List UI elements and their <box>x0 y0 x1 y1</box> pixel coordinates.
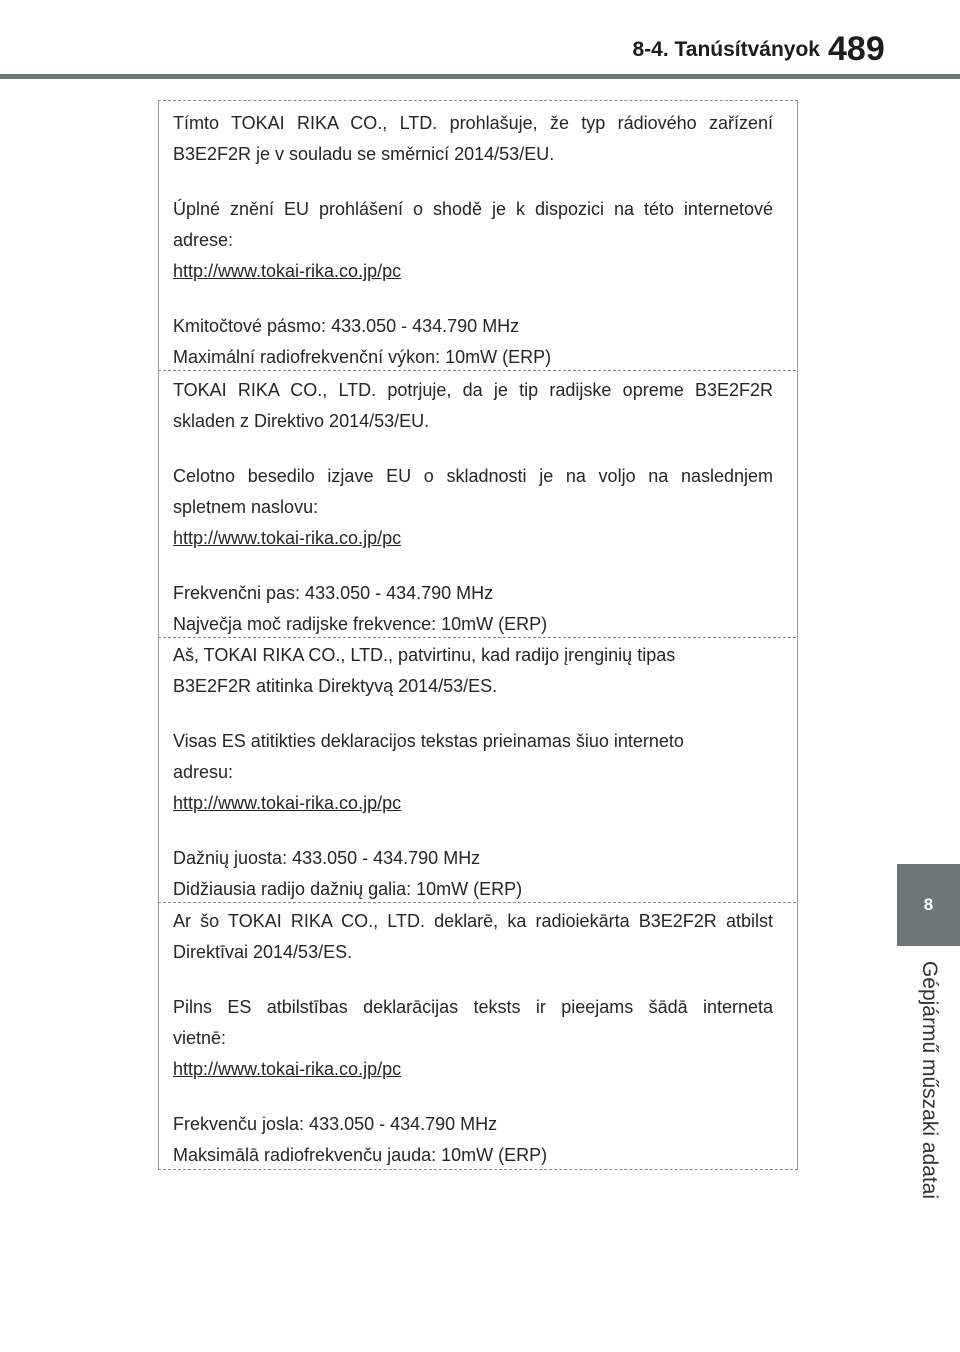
declaration-line: Direktīvai 2014/53/ES. <box>173 942 353 962</box>
availability-line: Celotno besedilo izjave EU o skladnosti je na voljo na naslednjem <box>173 466 773 486</box>
chapter-title: Gépjármű műszaki adatai <box>918 960 941 1200</box>
frequency-band: Frekvenčni pas: 433.050 - 434.790 MHz <box>173 583 494 603</box>
availability-line: adresu: <box>173 762 234 782</box>
declaration-latvian <box>173 906 773 1171</box>
availability-line: adrese: <box>173 230 234 250</box>
availability-line: Visas ES atitikties deklaracijos tekstas prieinamas šiuo interneto <box>173 731 684 751</box>
declaration-link[interactable]: http://www.tokai-rika.co.jp/pc <box>173 793 402 813</box>
declaration-line: B3E2F2R je v souladu se směrnicí 2014/53/EU. <box>173 144 555 164</box>
availability-line: Pilns ES atbilstības deklarācijas teksts ir pieejams šādā interneta <box>173 997 773 1017</box>
declaration-line: Ar šo TOKAI RIKA CO., LTD. deklarē, ka radioiekārta B3E2F2R atbilst <box>173 911 773 931</box>
page-number: 489 <box>828 30 885 68</box>
max-power: Didžiausia radijo dažnių galia: 10mW (ERP) <box>173 879 523 899</box>
max-power: Maximální radiofrekvenční výkon: 10mW (ERP) <box>173 347 552 367</box>
declaration-slovenian <box>173 375 773 640</box>
frequency-band: Dažnių juosta: 433.050 - 434.790 MHz <box>173 848 481 868</box>
declaration-link[interactable]: http://www.tokai-rika.co.jp/pc <box>173 261 402 281</box>
declaration-lithuanian <box>173 640 773 905</box>
chapter-tab <box>897 864 960 946</box>
declaration-link[interactable]: http://www.tokai-rika.co.jp/pc <box>173 1059 402 1079</box>
availability-line: spletnem naslovu: <box>173 497 319 517</box>
declaration-line: Tímto TOKAI RIKA CO., LTD. prohlašuje, že typ rádiového zařízení <box>173 113 773 133</box>
frequency-band: Kmitočtové pásmo: 433.050 - 434.790 MHz <box>173 316 520 336</box>
declaration-line: Aš, TOKAI RIKA CO., LTD., patvirtinu, kad radijo įrenginių tipas <box>173 645 676 665</box>
availability-line: Úplné znění EU prohlášení o shodě je k dispozici na této internetové <box>173 199 773 219</box>
availability-line: vietnē: <box>173 1028 227 1048</box>
max-power: Maksimālā radiofrekvenču jauda: 10mW (ERP) <box>173 1145 548 1165</box>
declaration-line: B3E2F2R atitinka Direktyvą 2014/53/ES. <box>173 676 498 696</box>
header-rule <box>0 74 960 79</box>
chapter-number: 8 <box>923 895 934 914</box>
section-title: 8-4. Tanúsítványok <box>632 38 820 61</box>
declaration-line: TOKAI RIKA CO., LTD. potrjuje, da je tip radijske opreme B3E2F2R <box>173 380 773 400</box>
declaration-line: skladen z Direktivo 2014/53/EU. <box>173 411 430 431</box>
frequency-band: Frekvenču josla: 433.050 - 434.790 MHz <box>173 1114 498 1134</box>
declaration-link[interactable]: http://www.tokai-rika.co.jp/pc <box>173 528 402 548</box>
declaration-czech <box>173 108 773 373</box>
max-power: Največja moč radijske frekvence: 10mW (ERP) <box>173 614 548 634</box>
